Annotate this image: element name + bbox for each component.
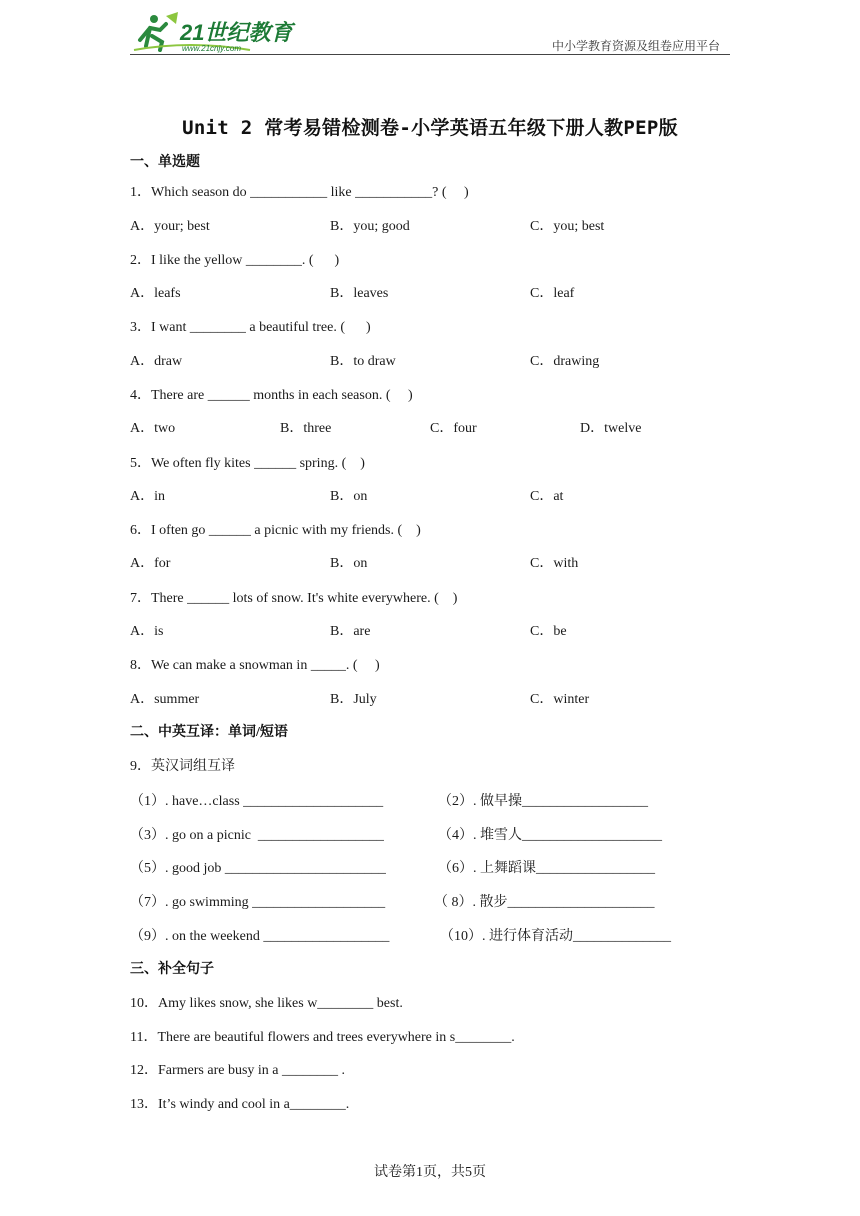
question-9: 9．英汉词组互译: [130, 759, 235, 774]
option-c: C．with: [530, 556, 579, 571]
translation-item: （1）. have…class ____________________: [130, 794, 384, 809]
option-c: C．you; best: [530, 219, 605, 234]
platform-name: 中小学教育资源及组卷应用平台: [551, 39, 720, 53]
option-c: C．leaf: [530, 286, 575, 301]
translation-item: （2）. 做早操__________________: [438, 794, 648, 809]
question-10: 10．Amy likes snow, she likes w________ best.: [130, 996, 403, 1011]
translation-item: （5）. good job _______________________: [130, 861, 386, 876]
translation-item: （4）. 堆雪人____________________: [438, 828, 662, 843]
question-2: 2．I like the yellow ________. ( ): [130, 253, 340, 268]
section-title-translation: 二、中英互译：单词/短语: [130, 725, 288, 740]
option-b: B．are: [330, 624, 371, 639]
option-a: A．your; best: [130, 219, 210, 234]
option-c: C．drawing: [530, 354, 600, 369]
site-logo: [130, 10, 300, 54]
translation-item: （7）. go swimming ___________________: [130, 895, 386, 910]
question-5: 5．We often fly kites ______ spring. ( ): [130, 456, 365, 471]
option-a: A．is: [130, 624, 164, 639]
svg-text:www.21cnjy.com: www.21cnjy.com: [182, 44, 241, 53]
question-13: 13．It’s windy and cool in a________.: [130, 1097, 350, 1112]
question-8: 8．We can make a snowman in _____. ( ): [130, 658, 380, 673]
question-11: 11．There are beautiful flowers and trees everywhere in s________.: [130, 1030, 515, 1045]
translation-item: （3）. go on a picnic __________________: [130, 828, 384, 843]
option-a: A．for: [130, 556, 171, 571]
header-divider: [130, 54, 730, 55]
question-1: 1．Which season do ___________ like ___________? ( ): [130, 185, 469, 200]
page-number-footer: 试卷第1页，共5页: [374, 1165, 486, 1180]
option-b: B．July: [330, 692, 377, 707]
section-title-complete-sentences: 三、补全句子: [130, 962, 214, 977]
question-12: 12．Farmers are busy in a ________ .: [130, 1063, 346, 1078]
option-b: B．leaves: [330, 286, 389, 301]
option-a: A．leafs: [130, 286, 181, 301]
question-7: 7．There ______ lots of snow. It's white everywhere. ( ): [130, 591, 458, 606]
option-b: B．on: [330, 489, 368, 504]
option-c: C．be: [530, 624, 567, 639]
page-title: Unit 2 常考易错检测卷-小学英语五年级下册人教PEP版: [182, 117, 678, 139]
option-c: C．four: [430, 421, 477, 436]
translation-item: （ 8）. 散步_____________________: [434, 895, 655, 910]
option-b: B．you; good: [330, 219, 410, 234]
question-3: 3．I want ________ a beautiful tree. ( ): [130, 320, 371, 335]
option-d: D．twelve: [580, 421, 642, 436]
option-a: A．draw: [130, 354, 183, 369]
translation-item: （9）. on the weekend __________________: [130, 929, 390, 944]
option-b: B．on: [330, 556, 368, 571]
option-b: B．to draw: [330, 354, 396, 369]
option-a: A．in: [130, 489, 165, 504]
option-c: C．at: [530, 489, 564, 504]
question-4: 4．There are ______ months in each season. ( ): [130, 388, 413, 403]
option-c: C．winter: [530, 692, 590, 707]
option-b: B．three: [280, 421, 332, 436]
translation-item: （10）. 进行体育活动______________: [440, 929, 671, 944]
option-a: A．two: [130, 421, 176, 436]
page-header: [130, 8, 730, 56]
option-a: A．summer: [130, 692, 200, 707]
svg-text:21世纪教育: 21世纪教育: [180, 20, 293, 45]
translation-item: （6）. 上舞蹈课_________________: [438, 861, 655, 876]
section-title-single-choice: 一、单选题: [130, 155, 200, 170]
question-6: 6．I often go ______ a picnic with my friends. ( ): [130, 523, 421, 538]
